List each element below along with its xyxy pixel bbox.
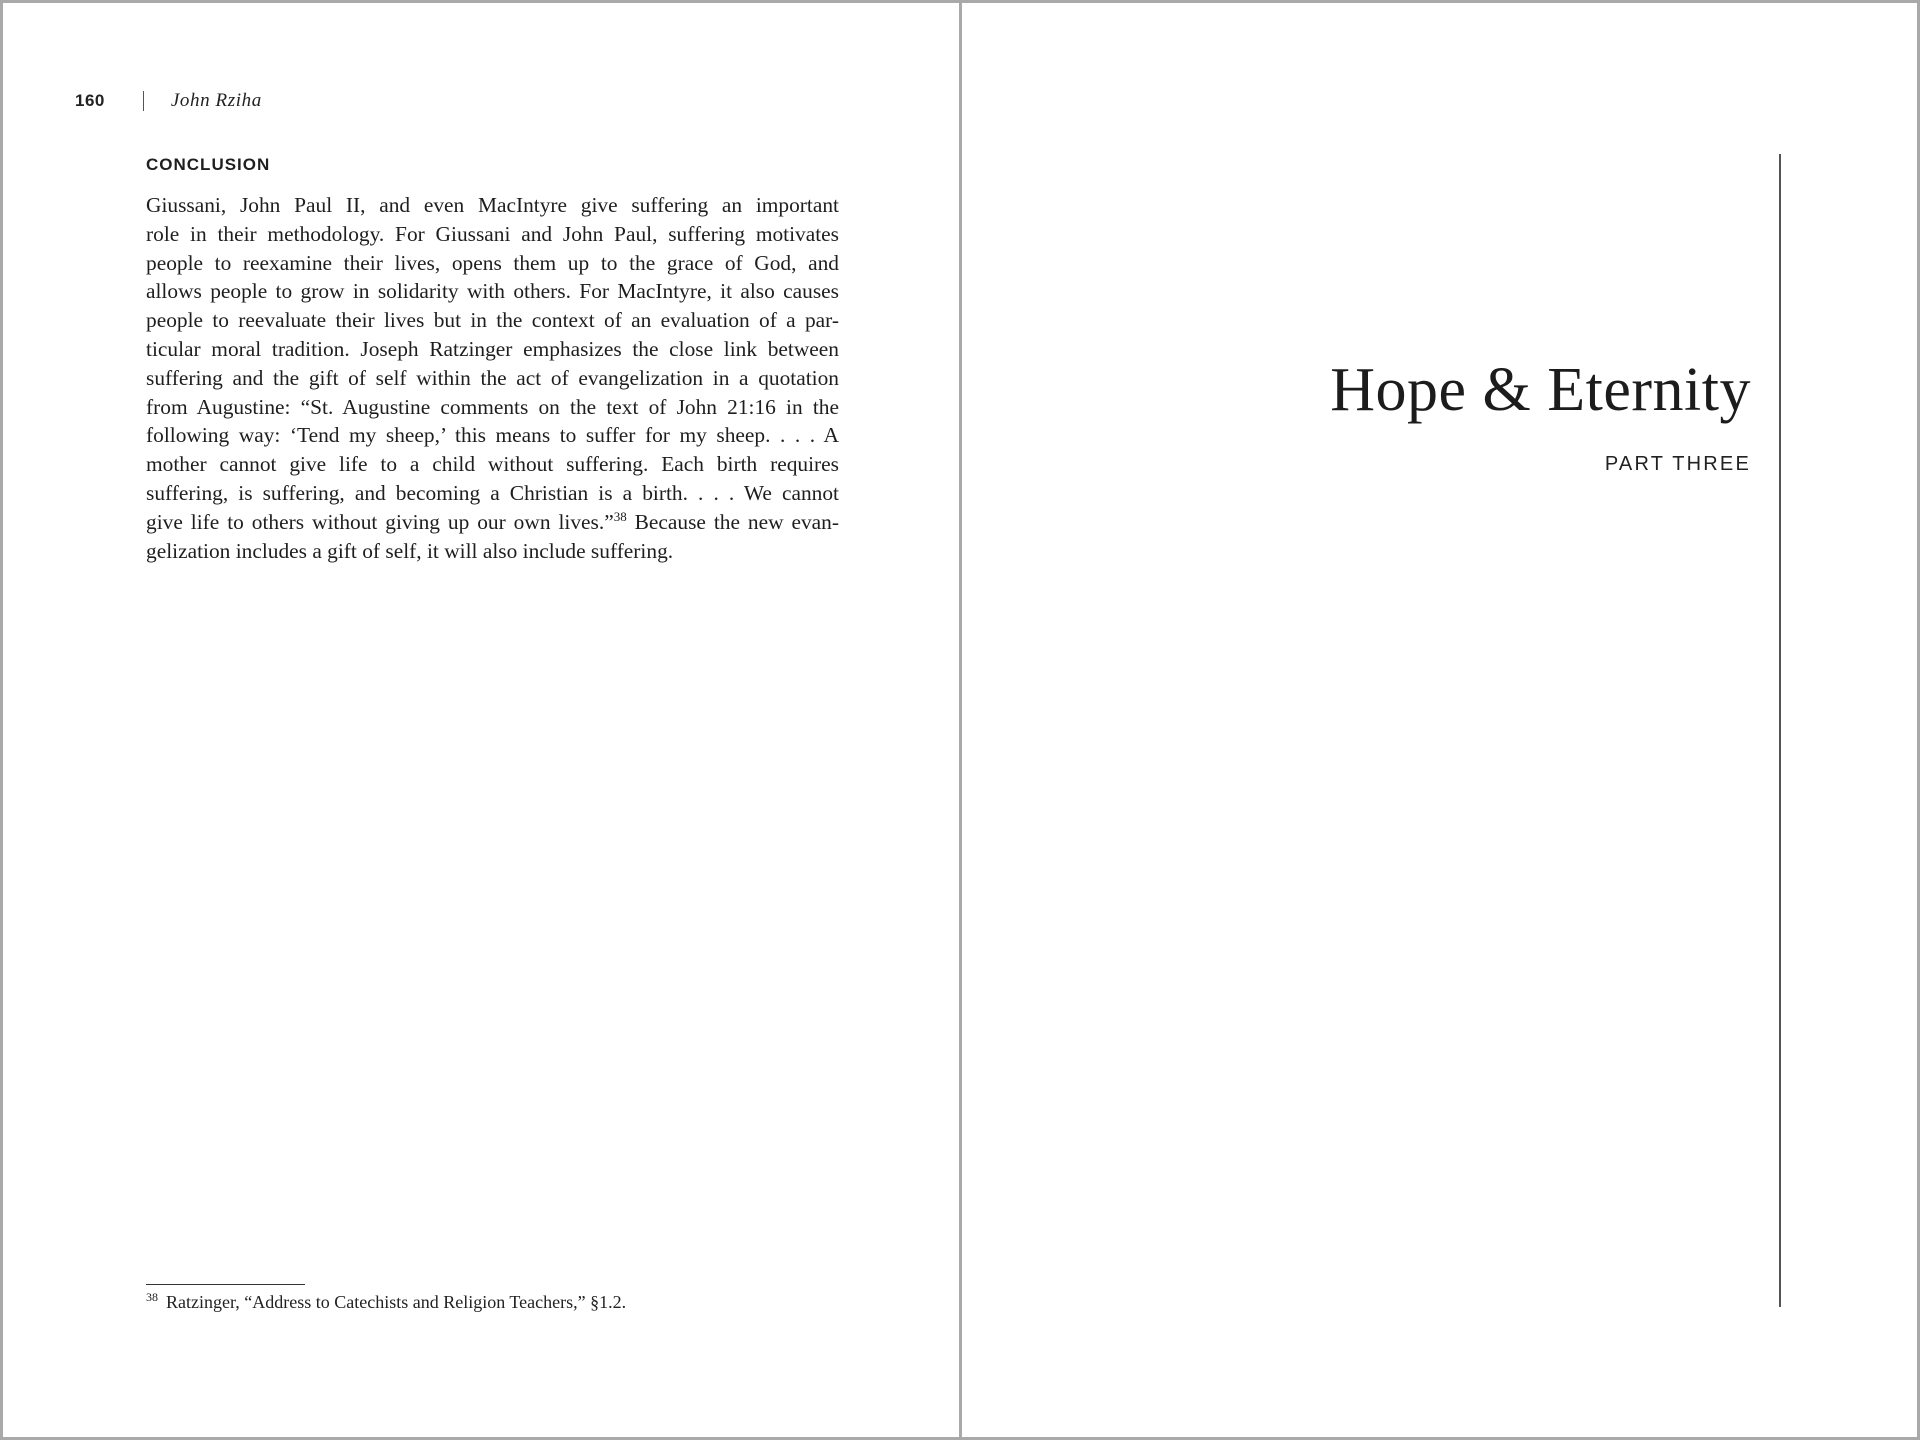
paragraph-line: mother cannot give life to a child without suffering. Each birth requires <box>146 452 839 477</box>
footnote <box>146 1290 626 1313</box>
part-title: Hope & Eternity <box>1330 356 1751 424</box>
paragraph-line: role in their methodology. For Giussani and John Paul, suffering motivates <box>146 221 839 246</box>
paragraph-line: allows people to grow in solidarity with others. For MacIntyre, it also causes <box>146 279 839 304</box>
page-number: 160 <box>75 91 105 110</box>
paragraph-line: ticular moral tradition. Joseph Ratzinger emphasizes the close link between <box>146 336 839 361</box>
running-head <box>75 89 262 113</box>
line-text-after-ref: Because the new evan- <box>626 509 839 534</box>
footnote-number: 38 <box>146 1290 158 1304</box>
vertical-rule <box>1779 154 1781 1307</box>
line-text-before-ref: give life to others without giving up our own lives.” <box>146 509 614 534</box>
paragraph-line: suffering, is suffering, and becoming a Christian is a birth. . . . We cannot <box>146 480 839 505</box>
running-head-separator <box>143 91 144 111</box>
paragraph-line: Giussani, John Paul II, and even MacIntyre give suffering an important <box>146 193 839 217</box>
part-label: PART THREE <box>1604 453 1751 475</box>
paragraph-last-line: gelization includes a gift of self, it will also include suffering. <box>146 538 674 563</box>
body-paragraph <box>146 191 839 565</box>
paragraph-line: people to reexamine their lives, opens them up to the grace of God, and <box>146 250 839 275</box>
footnote-divider <box>146 1284 305 1285</box>
paragraph-line: from Augustine: “St. Augustine comments on the text of John 21:16 in the <box>146 394 839 419</box>
footnote-reference[interactable]: 38 <box>613 508 627 524</box>
section-heading: CONCLUSION <box>146 155 271 174</box>
right-page <box>962 3 1917 1437</box>
footnote-text: Ratzinger, “Address to Catechists and Religion Teachers,” §1.2. <box>166 1292 627 1312</box>
left-page <box>3 3 959 1437</box>
paragraph-line: following way: ‘Tend my sheep,’ this means to suffer for my sheep. . . . A <box>146 423 839 448</box>
paragraph-line: people to reevaluate their lives but in the context of an evaluation of a par- <box>146 308 839 333</box>
paragraph-line: suffering and the gift of self within the act of evangelization in a quotation <box>146 365 839 390</box>
running-head-author: John Rziha <box>170 90 262 111</box>
paragraph-line-with-footnote <box>146 508 839 537</box>
